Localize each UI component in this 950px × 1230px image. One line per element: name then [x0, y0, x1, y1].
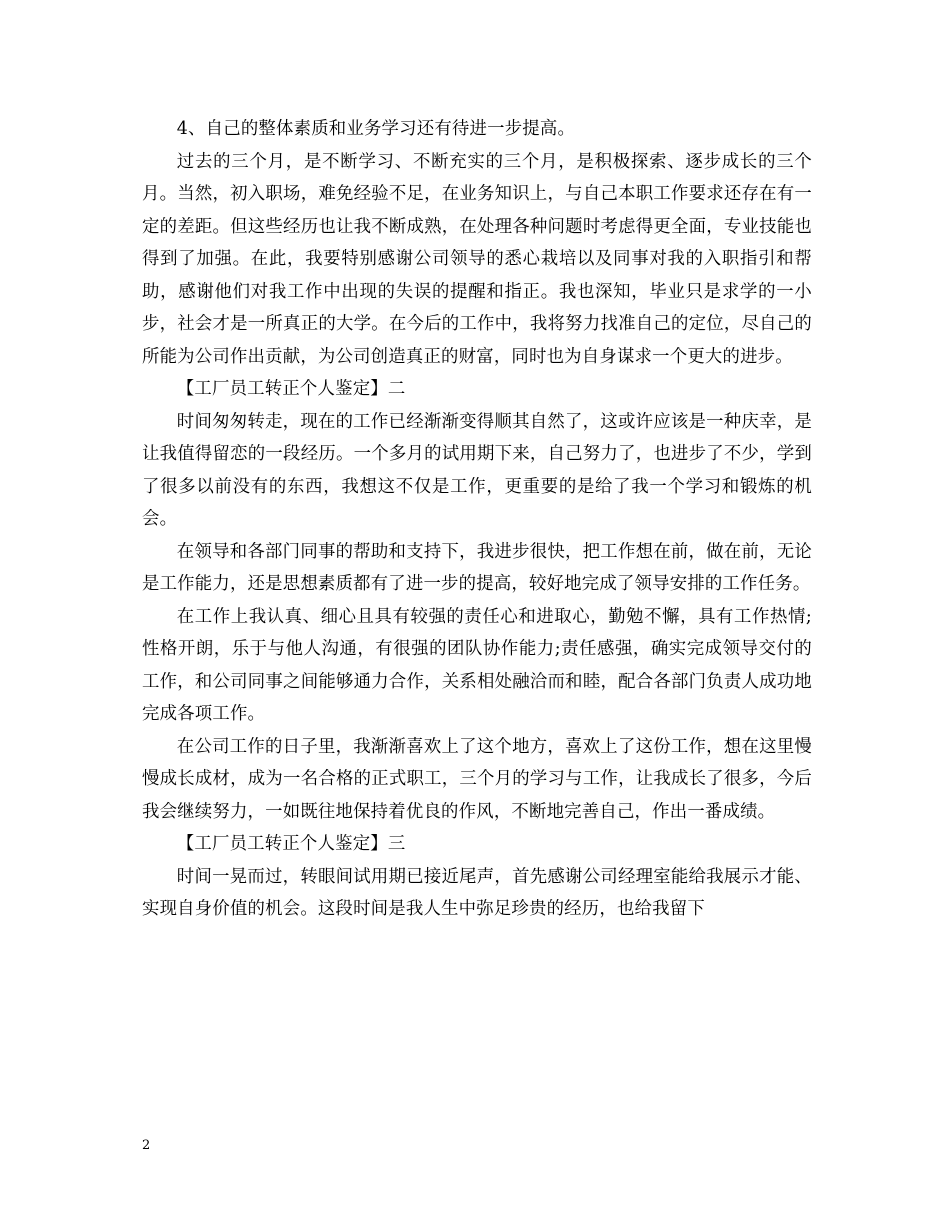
paragraph-time-passes: 时间匆匆转走，现在的工作已经渐渐变得顺其自然了，这或许应该是一种庆幸，是让我值得留恋的一段经历。一个多月的试用期下来，自己努力了，也进步了不少，学到了很多以前没有的东西，我想这不仅是工作，更重要的是给了我一个学习和锻炼的机会。 — [142, 411, 812, 529]
document-body — [142, 113, 812, 926]
page-number: 2 — [142, 1138, 151, 1153]
paragraph-company-days: 在公司工作的日子里，我渐渐喜欢上了这个地方，喜欢上了这份工作，想在这里慢慢成长成材，成为一名合格的正式职工，三个月的学习与工作，让我成长了很多，今后我会继续努力，一如既往地保持着优良的作风，不断地完善自己，作出一番成绩。 — [142, 736, 812, 822]
paragraph-three-months-reflection: 过去的三个月，是不断学习、不断充实的三个月，是积极探索、逐步成长的三个月。当然，初入职场，难免经验不足，在业务知识上，与自己本职工作要求还存在有一定的差距。但这些经历也让我不断成熟，在处理各种问题时考虑得更全面，专业技能也得到了加强。在此，我要特别感谢公司领导的悉心栽培以及同事对我的入职指引和帮助，感谢他们对我工作中出现的失误的提醒和指正。我也深知，毕业只是求学的一小步，社会才是一所真正的大学。在今后的工作中，我将努力找准自己的定位，尽自己的所能为公司作出贡献，为公司创造真正的财富，同时也为自身谋求一个更大的进步。 — [142, 151, 812, 367]
section-heading-three: 【工厂员工转正个人鉴定】三 — [176, 834, 406, 854]
paragraph-work-attitude: 在工作上我认真、细心且具有较强的责任心和进取心，勤勉不懈，具有工作热情;性格开朗，乐于与他人沟通，有很强的团队协作能力;责任感强，确实完成领导交付的工作，和公司同事之间能够通力合作，关系相处融洽而和睦，配合各部门负责人成功地完成各项工作。 — [142, 606, 812, 724]
paragraph-probation-ending: 时间一晃而过，转眼间试用期已接近尾声，首先感谢公司经理室能给我展示才能、实现自身价值的机会。这段时间是我人生中弥足珍贵的经历，也给我留下 — [142, 866, 812, 919]
section-heading-two: 【工厂员工转正个人鉴定】二 — [176, 379, 406, 399]
paragraph-item-4: 4、自己的整体素质和业务学习还有待进一步提高。 — [176, 119, 576, 139]
paragraph-leadership-support: 在领导和各部门同事的帮助和支持下，我进步很快，把工作想在前，做在前，无论是工作能力，还是思想素质都有了进一步的提高，较好地完成了领导安排的工作任务。 — [142, 541, 812, 594]
